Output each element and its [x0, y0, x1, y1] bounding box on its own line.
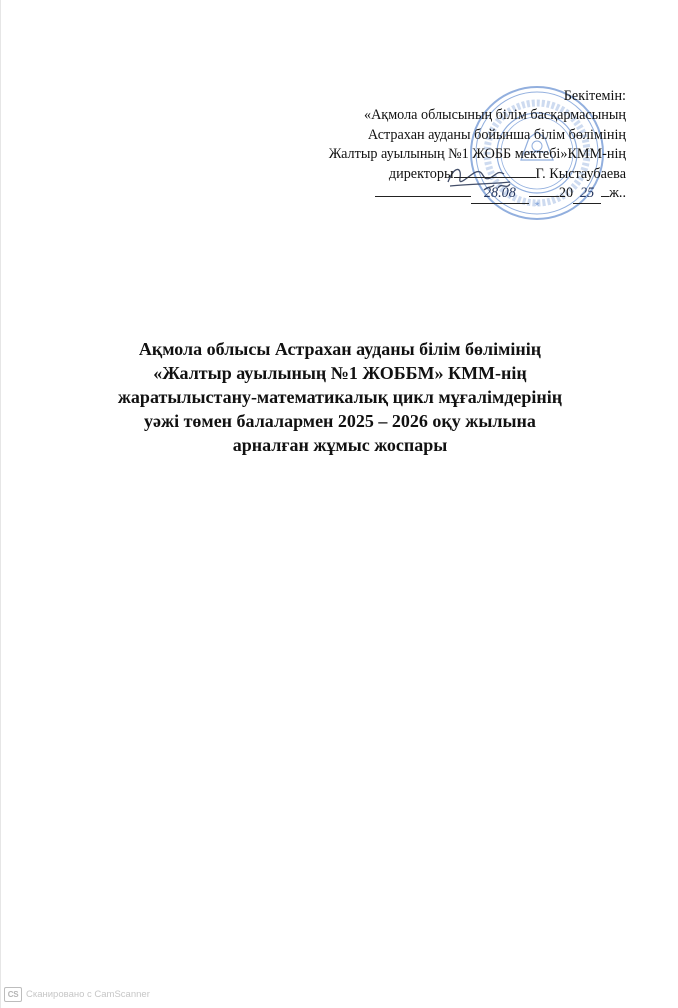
handwritten-date: 28.08	[471, 184, 529, 204]
camscanner-logo-icon: CS	[4, 987, 22, 1002]
director-line	[246, 165, 626, 184]
director-name: Г. Кыстаубаева	[535, 165, 626, 182]
year-unit: ж..	[609, 185, 626, 202]
date-line	[246, 184, 626, 204]
signature-blank	[454, 177, 536, 178]
approval-line-1: «Ақмола облысының білім басқармасының	[363, 107, 626, 124]
title-line-5: арналған жұмыс жоспары	[232, 435, 448, 455]
approval-block	[246, 87, 626, 204]
director-label: директоры	[388, 165, 454, 182]
title-line-3: жаратылыстану-математикалық цикл мұғалімдерінің	[117, 387, 563, 407]
date-prefix: 20	[558, 185, 574, 202]
date-blank-day	[375, 196, 471, 197]
approval-line-3: Жалтыр ауылының №1 ЖОББ мектебі»КММ-нің	[328, 146, 626, 163]
date-blank-month	[529, 196, 559, 197]
approval-heading: Бекітемін:	[563, 88, 626, 104]
year-suffix: 25	[573, 184, 601, 204]
title-line-1: Ақмола облысы Астрахан ауданы білім бөлімінің	[138, 339, 542, 359]
scanner-watermark	[4, 986, 150, 1002]
svg-text:★: ★	[533, 200, 541, 208]
approval-line-2: Астрахан ауданы бойынша білім бөлімінің	[367, 126, 626, 143]
scanner-watermark-text: Сканировано с CamScanner	[26, 988, 150, 1000]
title-line-4: уәжі төмен балалармен 2025 – 2026 оқу жылына	[144, 411, 536, 431]
document-title	[60, 337, 620, 457]
title-line-2: «Жалтыр ауылының №1 ЖОББМ» КММ-нің	[153, 363, 527, 383]
date-blank-end	[601, 196, 609, 197]
